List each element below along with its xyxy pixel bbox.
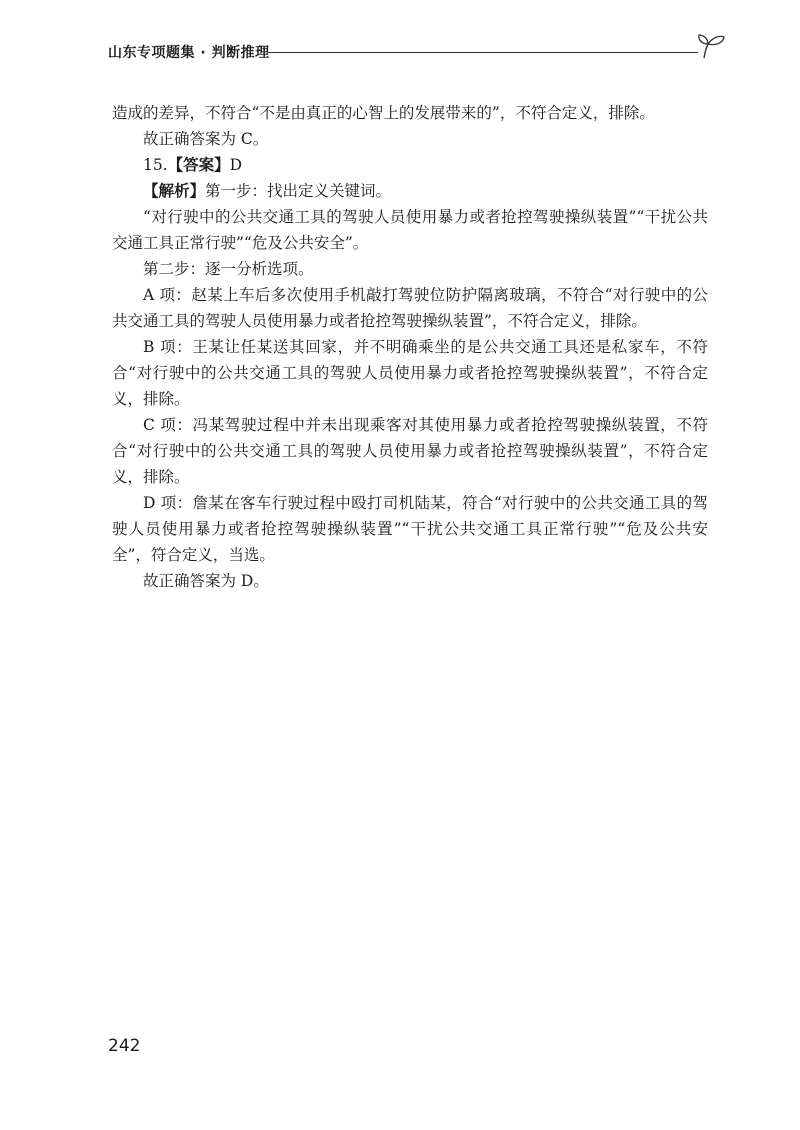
final-answer: 故正确答案为 D。 bbox=[143, 572, 269, 590]
paragraph-previous-end: 造成的差异，不符合“不是由真正的心智上的发展带来的”，不符合定义，排除。 bbox=[112, 104, 655, 122]
option-a-analysis: A 项：赵某上车后多次使用手机敲打驾驶位防护隔离玻璃，不符合“对行驶中的公共交通工具的驾驶人员使用暴力或者抢控驾驶操纵装置”，不符合定义，排除。 bbox=[112, 286, 708, 330]
page-header bbox=[108, 40, 728, 70]
option-d-analysis: D 项：詹某在客车行驶过程中殴打司机陆某，符合“对行驶中的公共交通工具的驾驶人员使用暴力或者抢控驾驶操纵装置”“干扰公共交通工具正常行驶”“危及公共安全”，符合定义，当选。 bbox=[112, 494, 708, 564]
sprout-icon bbox=[694, 30, 728, 64]
definition-keywords: “对行驶中的公共交通工具的驾驶人员使用暴力或者抢控驾驶操纵装置”“干扰公共交通工具正常行驶”“危及公共安全”。 bbox=[112, 208, 708, 252]
analysis-step-1 bbox=[112, 178, 708, 204]
analysis-text: 第一步：找出定义关键词。 bbox=[205, 182, 392, 200]
option-b-analysis: B 项：王某让任某送其回家，并不明确乘坐的是公共交通工具还是私家车，不符合“对行驶中的公共交通工具的驾驶人员使用暴力或者抢控驾驶操纵装置”，不符合定义，排除。 bbox=[112, 338, 708, 408]
question-number: 15. bbox=[143, 156, 168, 174]
analysis-label: 【解析】 bbox=[143, 182, 206, 200]
header-rule bbox=[268, 52, 698, 53]
header-title: 山东专项题集 · 判断推理 bbox=[108, 45, 270, 61]
analysis-step-2: 第二步：逐一分析选项。 bbox=[143, 260, 314, 278]
answer-value: D bbox=[229, 156, 243, 174]
page-number: 242 bbox=[108, 1036, 141, 1056]
page-content bbox=[112, 100, 708, 594]
previous-answer: 故正确答案为 C。 bbox=[143, 130, 269, 148]
question-15-answer bbox=[112, 152, 708, 178]
option-c-analysis: C 项：冯某驾驶过程中并未出现乘客对其使用暴力或者抢控驾驶操纵装置，不符合“对行驶中的公共交通工具的驾驶人员使用暴力或者抢控驾驶操纵装置”，不符合定义，排除。 bbox=[112, 416, 708, 486]
answer-label: 【答案】 bbox=[167, 156, 230, 174]
